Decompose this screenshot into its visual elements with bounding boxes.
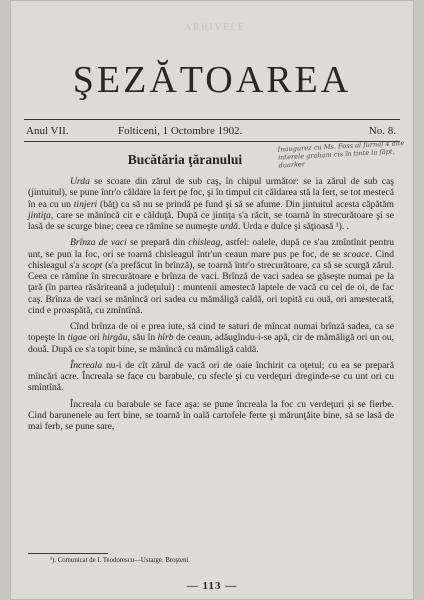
- text-run: ori: [86, 332, 103, 344]
- text-run: nu-i de cît zărul de vacă ori de oaie închirit ca oţetul; cu ea se prepară mîncări acre. Încreala se face cu barabule, cu sfecle şi cu verdeţuri dreginde-se cu unt ori cu smîntînă.: [28, 359, 394, 394]
- article-paragraph: [28, 237, 394, 316]
- article-title: Bucătăria ţăranului: [127, 152, 243, 167]
- italic-term: chisleag: [188, 237, 221, 249]
- article-paragraph: [28, 176, 394, 232]
- masthead-title: ŞEZĂTOAREA: [72, 59, 352, 101]
- volume-label: Anul VII.: [26, 125, 69, 137]
- issue-info-row: [26, 125, 396, 139]
- text-run: de ceaun, adăugîndu-i-se apă, cir de mămăligă ori un ou, două. După ce s'a topit bine, se mănîncă cu mămăligă caldă.: [28, 332, 394, 355]
- italic-term: tinjeri: [73, 198, 98, 210]
- article-paragraph: [28, 321, 394, 355]
- italic-term: Urda: [70, 176, 90, 187]
- footnote: ¹). Comunicat de I. Teodorescu—Ustarge. Broşteni.: [50, 557, 191, 564]
- place-date: Folticeni, 1 Octombre 1902.: [118, 125, 243, 137]
- italic-term: scoace: [343, 248, 370, 260]
- newspaper-page: [10, 0, 414, 600]
- italic-term: Brînza de vaci: [70, 237, 127, 249]
- page-number: — 113 —: [186, 580, 238, 592]
- handwritten-note: Inaugurez cu Ms. Foss al furnal 4 alte interele graham cis în tinte la făpt, duarker: [277, 138, 405, 170]
- header-rule-top: [24, 119, 400, 120]
- text-run: se prepară din: [126, 237, 189, 249]
- text-run: Cînd brînza de oi e prea iute, să cind te saturi de mîncat numai brînză sadea, ca se topeşte în: [28, 321, 394, 344]
- italic-term: hirgău: [102, 332, 128, 344]
- italic-term: scopt: [82, 259, 103, 271]
- text-run: , astfel: oalele, după ce s'au zmîntînit pentru unt, se pun la foc, ori se toarnă chisleagul într'un ceaun mare pus pe foc, de se: [28, 237, 395, 260]
- text-run: se scoate din zărul de sub caş, în chipul următor: se ia zărul de sub caş (jintuitul), se pune într'o căldare la fert pe foc, şi în timpul cit căldarea stă la fert, se tot mestecă în ea cu un: [28, 176, 394, 210]
- text-run: . Cind chisleagul s'a: [28, 248, 394, 271]
- issue-number: No. 8.: [368, 125, 396, 137]
- article-paragraph: [28, 399, 394, 433]
- italic-term: hîrb: [157, 332, 174, 344]
- faint-stamp-text: ARHIVELE: [184, 22, 246, 32]
- italic-term: Încreala: [70, 359, 103, 371]
- article-body: [28, 176, 394, 432]
- text-run: , care se mănîncă cit e călduţă. După ce jintiţa s'a răcit, se toarnă în strecurătoare şi se lasă de se scurge bine; ceea ce rămîne se numeşte: [28, 209, 394, 232]
- text-run: . Urda e dulce şi săţioasă ¹). .: [237, 221, 349, 232]
- text-run: Încreala cu barabule se face aşa: se pune încreala la foc cu verdeţuri şi se fierbe. Cind barunenele au fert bine, se toarnă în oală cartofele ferte şi mărunţăite bine, să se lasă de mai ferb, se pune sare,: [28, 398, 394, 432]
- text-run: (s'a prefăcut în brînză), se toarnă într'o strecurătoare, ca să se scurgă zărul. Ceea ce rămîne în strecurătoare e brînza de vaci. Brînză de vaci sadea se găseşte numai pe la ţară (în partea răsăriteană a judeţului) : muntenii amestecă laptele de vacă cu cel de oi, de fac caş. Brînza de vaci se mănîncă ori sadea cu mămăligă caldă, ori topită cu ouă, ori amestecată, cind e proaspătă, cu zmîntînă.: [28, 259, 394, 316]
- italic-term: tigae: [67, 332, 87, 344]
- footnote-rule: [28, 553, 108, 554]
- italic-term: urdă: [220, 221, 238, 232]
- article-paragraph: [28, 360, 394, 394]
- italic-term: jintiţa: [28, 209, 51, 221]
- text-run: (băţ) ca să nu se prindă pe fund şi să se afume. Din jintuitul acesta căpătăm: [97, 198, 394, 210]
- text-run: , său în: [127, 332, 158, 344]
